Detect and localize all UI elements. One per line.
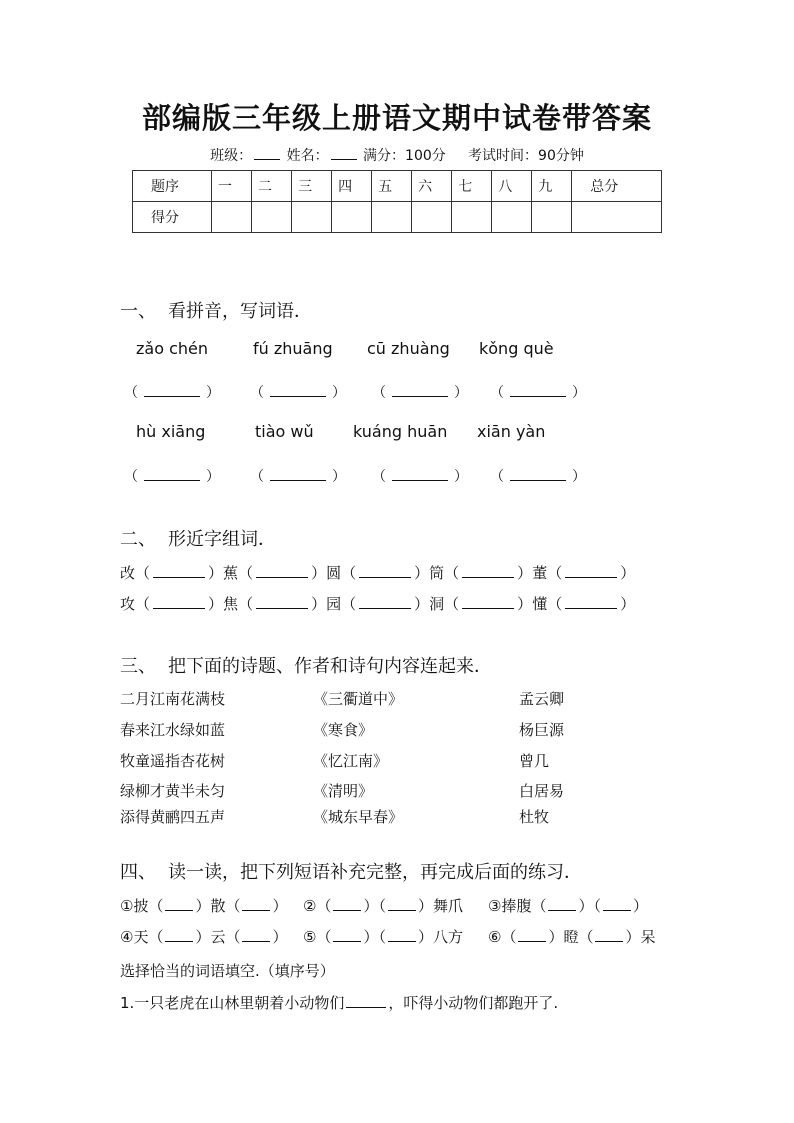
answer-blank[interactable]	[333, 897, 361, 911]
pinyin: hù xiāng	[136, 422, 206, 441]
section-title: 形近字组词．	[168, 529, 276, 550]
header-cell: 七	[452, 171, 492, 202]
header-cell: 八	[492, 171, 532, 202]
answer-blank[interactable]	[256, 595, 308, 609]
answer-blank[interactable]: （ ）	[124, 469, 220, 485]
idiom-item: ②（ ）（ ）舞爪	[303, 897, 463, 915]
name-field[interactable]	[331, 147, 357, 160]
answer-blank[interactable]	[359, 564, 411, 578]
poem-line[interactable]: 绿柳才黄半未匀	[120, 782, 226, 800]
exam-time: 考试时间：90分钟	[468, 148, 584, 164]
section-title: 把下面的诗题、作者和诗句内容连起来．	[168, 656, 492, 677]
pinyin: zǎo chén	[136, 339, 208, 358]
answer-blank[interactable]	[595, 928, 623, 942]
full-score: 满分：100分	[363, 148, 446, 164]
header-cell: 四	[332, 171, 372, 202]
score-cell[interactable]	[452, 202, 492, 233]
idiom-item: ⑤（ ）（ ）八方	[303, 928, 463, 946]
section-number: 一、	[120, 301, 156, 322]
answer-blank[interactable]	[518, 928, 546, 942]
header-cell: 九	[532, 171, 572, 202]
score-cell[interactable]	[572, 202, 662, 233]
score-cell[interactable]	[252, 202, 292, 233]
answer-blank[interactable]: （ ）	[250, 469, 346, 485]
score-table	[132, 170, 662, 233]
answer-blank[interactable]	[603, 897, 631, 911]
class-field[interactable]	[254, 147, 280, 160]
section-2-heading	[120, 525, 276, 551]
answer-blank[interactable]	[165, 897, 193, 911]
header-cell: 六	[412, 171, 452, 202]
answer-blank[interactable]	[333, 928, 361, 942]
answer-blank[interactable]: （ ）	[250, 385, 346, 401]
header-cell: 五	[372, 171, 412, 202]
instruction: 选择恰当的词语填空.（填序号）	[120, 962, 335, 980]
poem-title[interactable]: 《寒食》	[313, 721, 374, 739]
answer-blank[interactable]	[388, 928, 416, 942]
section-title: 读一读，把下列短语补充完整，再完成后面的练习．	[168, 862, 582, 883]
answer-blank[interactable]	[462, 564, 514, 578]
answer-blank[interactable]: （ ）	[124, 385, 220, 401]
question-1: 1.一只老虎在山林里朝着小动物们 ，吓得小动物们都跑开了.	[120, 994, 559, 1012]
score-cell[interactable]	[412, 202, 452, 233]
pinyin: xiān yàn	[477, 422, 546, 441]
answer-blank[interactable]: （ ）	[490, 469, 586, 485]
word-group-row: 攻（ ）焦（ ）园（ ）洞（ ）懂（ ）	[120, 595, 636, 613]
poem-line[interactable]: 添得黄鹂四五声	[120, 808, 226, 826]
pinyin: kuáng huān	[353, 422, 448, 441]
poem-title[interactable]: 《城东早春》	[313, 808, 404, 826]
poem-author[interactable]: 杨巨源	[519, 721, 565, 739]
pinyin: kǒng què	[479, 339, 554, 358]
section-4-heading	[120, 858, 582, 884]
word-group-row: 改（ ）蕉（ ）圆（ ）筒（ ）董（ ）	[120, 564, 636, 582]
poem-title[interactable]: 《清明》	[313, 782, 374, 800]
score-table-header	[133, 171, 662, 202]
idiom-item: ④天（ ）云（ ）	[120, 928, 288, 946]
page-title: 部编版三年级上册语文期中试卷带答案	[141, 101, 652, 135]
poem-author[interactable]: 杜牧	[519, 808, 550, 826]
poem-line[interactable]: 春来江水绿如蓝	[120, 721, 226, 739]
header-cell: 题序	[133, 171, 212, 202]
answer-blank[interactable]	[565, 564, 617, 578]
answer-blank[interactable]	[153, 564, 205, 578]
answer-blank[interactable]	[256, 564, 308, 578]
answer-blank[interactable]	[548, 897, 576, 911]
poem-author[interactable]: 白居易	[519, 782, 565, 800]
answer-blank[interactable]: （ ）	[490, 385, 586, 401]
score-cell[interactable]	[492, 202, 532, 233]
poem-title[interactable]: 《三衢道中》	[313, 690, 404, 708]
score-cell[interactable]	[292, 202, 332, 233]
pinyin: fú zhuāng	[253, 339, 333, 358]
poem-title[interactable]: 《忆江南》	[313, 752, 389, 770]
exam-info	[0, 145, 794, 165]
section-title: 看拼音，写词语．	[168, 301, 312, 322]
idiom-item: ③捧腹（ ）（ ）	[488, 897, 648, 915]
section-1-heading	[120, 297, 312, 323]
score-cell[interactable]	[332, 202, 372, 233]
answer-blank[interactable]: （ ）	[372, 469, 468, 485]
answer-blank[interactable]	[346, 994, 386, 1008]
header-cell: 二	[252, 171, 292, 202]
idiom-item: ①披（ ）散（ ）	[120, 897, 288, 915]
answer-blank[interactable]	[165, 928, 193, 942]
answer-blank[interactable]	[388, 897, 416, 911]
answer-blank[interactable]	[242, 928, 270, 942]
header-cell: 总分	[572, 171, 662, 202]
header-cell: 一	[212, 171, 252, 202]
score-cell[interactable]	[212, 202, 252, 233]
poem-line[interactable]: 二月江南花满枝	[120, 690, 226, 708]
name-label: 姓名：	[286, 148, 329, 164]
answer-blank[interactable]	[565, 595, 617, 609]
section-number: 三、	[120, 656, 156, 677]
score-table-row	[133, 202, 662, 233]
answer-blank[interactable]	[153, 595, 205, 609]
header-cell: 三	[292, 171, 332, 202]
section-3-heading	[120, 652, 492, 678]
idiom-item: ⑥（ ）瞪（ ）呆	[488, 928, 656, 946]
section-number: 四、	[120, 862, 156, 883]
score-cell[interactable]	[532, 202, 572, 233]
section-number: 二、	[120, 529, 156, 550]
score-cell[interactable]	[372, 202, 412, 233]
row-label: 得分	[133, 202, 212, 233]
pinyin: tiào wǔ	[255, 422, 314, 441]
poem-author[interactable]: 孟云卿	[519, 690, 565, 708]
answer-blank[interactable]	[359, 595, 411, 609]
pinyin: cū zhuàng	[367, 339, 450, 358]
poem-author[interactable]: 曾几	[519, 752, 550, 770]
answer-blank[interactable]	[462, 595, 514, 609]
answer-blank[interactable]	[242, 897, 270, 911]
answer-blank[interactable]: （ ）	[372, 385, 468, 401]
class-label: 班级：	[210, 148, 253, 164]
poem-line[interactable]: 牧童遥指杏花树	[120, 752, 226, 770]
